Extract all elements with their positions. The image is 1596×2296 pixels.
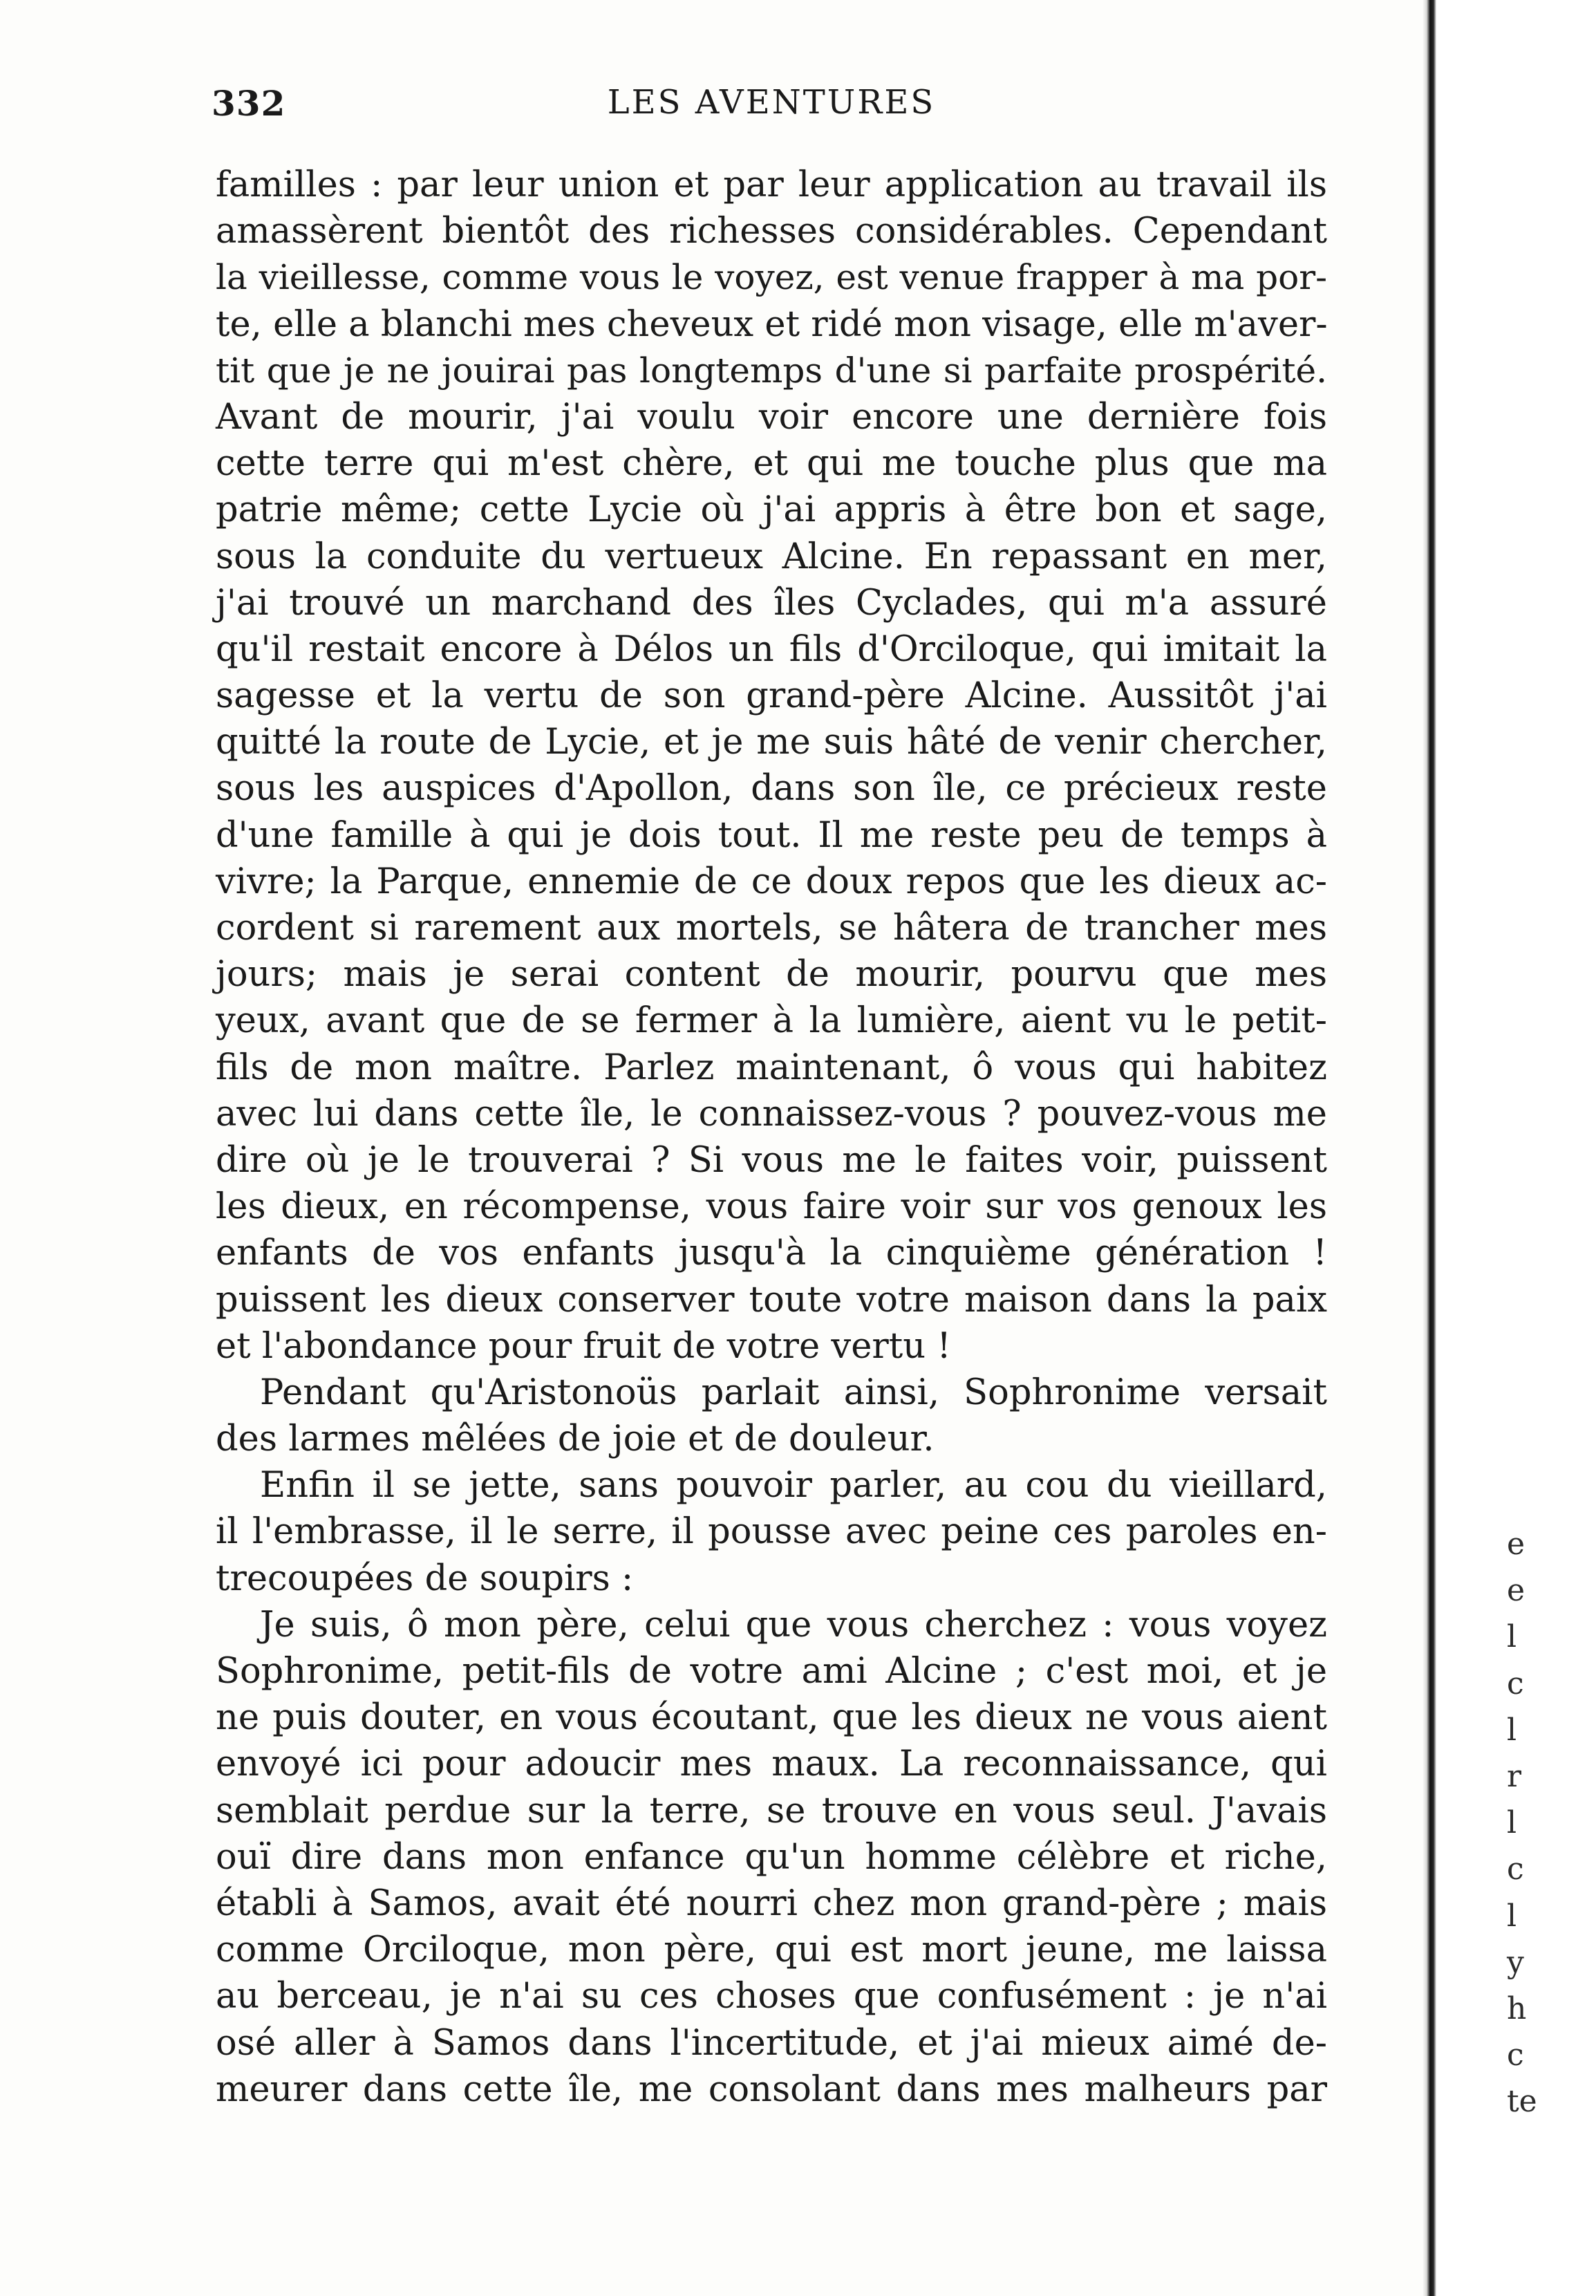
text-line: comme Orciloque, mon père, qui est mort jeune, me laissa	[216, 1930, 1327, 1971]
text-line: cordent si rarement aux mortels, se hâtera de trancher mes	[216, 908, 1327, 949]
text-line: cette terre qui m'est chère, et qui me touche plus que ma	[216, 443, 1327, 485]
page-header	[212, 83, 1331, 138]
text-line: enfants de vos enfants jusqu'à la cinquième génération !	[216, 1233, 1327, 1274]
text-line: amassèrent bientôt des richesses considérables. Cependant	[216, 211, 1327, 252]
facing-page-fragment: r	[1507, 1758, 1522, 1794]
text-line: les dieux, en récompense, vous faire voir sur vos genoux les	[216, 1186, 1327, 1228]
facing-page-fragment: c	[1507, 1665, 1524, 1701]
text-line: Je suis, ô mon père, celui que vous cherchez : vous voyez	[260, 1604, 1327, 1645]
facing-page-fragment: l	[1507, 1898, 1517, 1934]
text-line: sous les auspices d'Apollon, dans son île, ce précieux reste	[216, 768, 1327, 810]
text-line: établi à Samos, avait été nourri chez mon grand-père ; mais	[216, 1883, 1327, 1924]
text-line: ouï dire dans mon enfance qu'un homme célèbre et riche,	[216, 1836, 1327, 1878]
facing-page-fragment: te	[1507, 2084, 1537, 2120]
facing-page-fragments	[1507, 1521, 1555, 2125]
facing-page-fragment: c	[1507, 2037, 1524, 2073]
text-line: puissent les dieux conserver toute votre maison dans la paix	[216, 1279, 1327, 1320]
facing-page-fragment: l	[1507, 1712, 1517, 1748]
text-line: quitté la route de Lycie, et je me suis hâté de venir chercher,	[216, 722, 1327, 763]
text-line: dire où je le trouverai ? Si vous me le faites voir, puissent	[216, 1139, 1327, 1181]
text-line: semblait perdue sur la terre, se trouve en vous seul. J'avais	[216, 1790, 1327, 1831]
text-line: ne puis douter, en vous écoutant, que les dieux ne vous aient	[216, 1697, 1327, 1739]
facing-page-fragment: l	[1507, 1619, 1517, 1655]
facing-page-fragment: y	[1507, 1944, 1524, 1980]
text-line: j'ai trouvé un marchand des îles Cyclades, qui m'a assuré	[216, 582, 1327, 624]
facing-page-fragment: c	[1507, 1851, 1524, 1887]
text-line: yeux, avant que de se fermer à la lumière, aient vu le petit-	[216, 1000, 1327, 1042]
text-line: sous la conduite du vertueux Alcine. En repassant en mer,	[216, 536, 1327, 577]
text-line: des larmes mêlées de joie et de douleur.	[216, 1419, 935, 1460]
text-line: Sophronime, petit-fils de votre ami Alcine ; c'est moi, et je	[216, 1651, 1327, 1692]
text-line: d'une famille à qui je dois tout. Il me reste peu de temps à	[216, 814, 1327, 856]
page-number: 332	[212, 83, 286, 124]
text-line: Avant de mourir, j'ai voulu voir encore une dernière fois	[216, 396, 1327, 438]
text-line: Pendant qu'Aristonoüs parlait ainsi, Sophronime versait	[260, 1372, 1327, 1413]
text-line: meurer dans cette île, me consolant dans mes malheurs par	[216, 2069, 1327, 2110]
text-line: sagesse et la vertu de son grand-père Alcine. Aussitôt j'ai	[216, 675, 1327, 717]
text-line: te, elle a blanchi mes cheveux et ridé mon visage, elle m'aver-	[216, 304, 1328, 345]
text-line: qu'il restait encore à Délos un fils d'Orciloque, qui imitait la	[216, 628, 1327, 670]
text-line: vivre; la Parque, ennemie de ce doux repos que les dieux ac-	[216, 861, 1327, 902]
text-line: et l'abondance pour fruit de votre vertu !	[216, 1325, 951, 1367]
text-line: trecoupées de soupirs :	[216, 1558, 634, 1599]
text-line: tit que je ne jouirai pas longtemps d'une si parfaite prospérité.	[216, 350, 1327, 391]
facing-page-fragment: e	[1507, 1573, 1525, 1609]
facing-page-fragment: e	[1507, 1527, 1525, 1562]
facing-page-fragment: l	[1507, 1805, 1517, 1841]
text-line: fils de mon maître. Parlez maintenant, ô vous qui habitez	[216, 1047, 1327, 1088]
text-line: au berceau, je n'ai su ces choses que confusément : je n'ai	[216, 1976, 1327, 2017]
facing-page-fragment: h	[1507, 1990, 1527, 2026]
text-line: patrie même; cette Lycie où j'ai appris à être bon et sage,	[216, 489, 1327, 531]
running-head: LES AVENTURES	[607, 83, 936, 122]
text-line: Enfin il se jette, sans pouvoir parler, au cou du vieillard,	[260, 1465, 1327, 1506]
page-gutter	[1423, 0, 1436, 2296]
text-line: la vieillesse, comme vous le voyez, est venue frapper à ma por-	[216, 257, 1327, 298]
text-line: envoyé ici pour adoucir mes maux. La reconnaissance, qui	[216, 1744, 1327, 1785]
text-line: familles : par leur union et par leur application au travail ils	[216, 165, 1327, 205]
text-line: il l'embrasse, il le serre, il pousse avec peine ces paroles en-	[216, 1511, 1327, 1553]
text-line: osé aller à Samos dans l'incertitude, et j'ai mieux aimé de-	[216, 2022, 1327, 2064]
text-line: jours; mais je serai content de mourir, pourvu que mes	[216, 954, 1327, 996]
text-line: avec lui dans cette île, le connaissez-vous ? pouvez-vous me	[216, 1093, 1327, 1135]
body-text	[216, 162, 1327, 2113]
